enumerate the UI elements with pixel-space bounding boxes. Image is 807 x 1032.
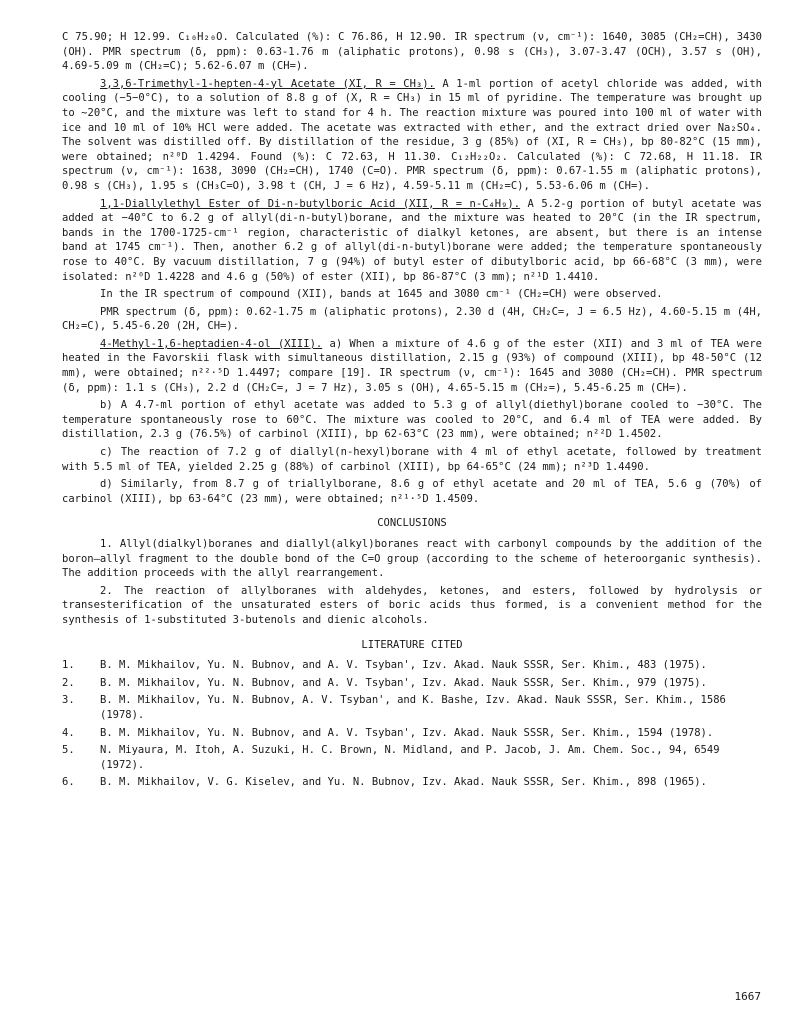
conclusion-item: 2. The reaction of allylboranes with aldehydes, ketones, and esters, followed by hydrolysis or transesterification of the unsaturated esters of boric acids thus formed, is a convenient method for the synthesis of 1-substituted 3-butenols and dienic alcohols.	[62, 584, 762, 626]
reference-number: 3.	[62, 694, 75, 707]
reference-item	[62, 726, 762, 741]
compound-xi-paragraph	[62, 77, 762, 194]
reference-item	[62, 693, 762, 722]
compound-xii-paragraph	[62, 197, 762, 285]
compound-xiii-title: 4-Methyl-1,6-heptadien-4-ol (XIII).	[100, 337, 323, 350]
reference-item	[62, 658, 762, 673]
page-number: 1667	[734, 990, 761, 1003]
compound-xiii-paragraph-c: c) The reaction of 7.2 g of diallyl(n-hexyl)borane with 4 ml of ethyl acetate, followed by treatment with 5.5 ml of TEA, yielded 2.25 g (88%) of carbinol (XIII), bp 64-65°C (24 mm); n²³D 1.4490.	[62, 446, 762, 473]
compound-xiii-paragraph-a	[62, 337, 762, 395]
reference-text: B. M. Mikhailov, Yu. N. Bubnov, A. V. Tsyban', and K. Bashe, Izv. Akad. Nauk SSSR, Ser. Khim., 1586 (1978).	[100, 694, 726, 721]
compound-xiii-text-a: a) When a mixture of 4.6 g of the ester (XII) and 3 ml of TEA were heated in the Favorskii flask with simultaneous distillation, 2.15 g (93%) of compound (XIII), bp 48-50°C (12 mm), were obtained; n²²·⁵D 1.4497; compare [19]. IR spectrum (ν, cm⁻¹): 1645 and 3080 (CH₂=CH). PMR spectrum (δ, ppm): 1.1 s (CH₃), 2.2 d (CH₂C=, J = 7 Hz), 3.05 s (OH), 4.65-5.15 m (CH₂=), 5.45-6.25 m (CH=).	[62, 337, 762, 394]
intro-paragraph: C 75.90; H 12.99. C₁₀H₂₀O. Calculated (%): C 76.86, H 12.90. IR spectrum (ν, cm⁻¹): 1640, 3085 (CH₂=CH), 3430 (OH). PMR spectrum (δ, ppm): 0.63-1.76 m (aliphatic protons), 0.98 s (CH₃), 3.07-3.47 (OCH), 3.57 s (OH), 4.69-5.09 m (CH₂=C); 5.62-6.07 m (CH=).	[62, 31, 762, 73]
reference-number: 6.	[62, 776, 75, 789]
compound-xii-text: A 5.2-g portion of butyl acetate was added at −40°C to 6.2 g of allyl(di-n-butyl)borane, and the mixture was heated to 20°C (in the IR spectrum, bands in the 1700-1725-cm⁻¹ region, characteristic of dialkyl ketones, are absent, but there is an intense band at 1745 cm⁻¹). Then, another 6.2 g of allyl(di-n-butyl)borane were added; the temperature spontaneously rose to 40°C. By vacuum distillation, 7 g (94%) of butyl ester of dibutylboric acid, bp 66-68°C (3 mm), were isolated: n²⁰D 1.4228 and 4.6 g (50%) of ester (XII), bp 86-87°C (3 mm); n²¹D 1.4410.	[62, 197, 762, 283]
compound-xii-pmr: PMR spectrum (δ, ppm): 0.62-1.75 m (aliphatic protons), 2.30 d (4H, CH₂C=, J = 6.5 Hz), 4.60-5.15 m (4H, CH₂=C), 5.45-6.20 (2H, CH=).	[62, 305, 762, 333]
compound-xii-ir: In the IR spectrum of compound (XII), bands at 1645 and 3080 cm⁻¹ (CH₂=CH) were observed.	[100, 288, 663, 301]
reference-item	[62, 775, 762, 790]
compound-xi-text: A 1-ml portion of acetyl chloride was added, with cooling (−5−0°C), to a solution of 8.8 g of (X, R = CH₃) in 15 ml of pyridine. The temperature was brought up to ~20°C, and the mixture was left to stand for 4 h. The reaction mixture was poured into 100 ml of water with ice and 10 ml of 10% HCl were added. The acetate was extracted with ether, and the extract dried over Na₂SO₄. The solvent was distilled off. By distillation of the residue, 3 g (85%) of (XI, R = CH₃), bp 80-82°C (15 mm), were obtained; n²⁰D 1.4294. Found (%): C 72.63, H 11.30. C₁₂H₂₂O₂. Calculated (%): C 72.68, H 11.18. IR spectrum (ν, cm⁻¹): 1638, 3090 (CH₂=CH), 1740 (C=O). PMR spectrum (δ, ppm): 0.67-1.55 m (aliphatic protons), 0.98 s (CH₃), 1.95 s (CH₃C=O), 3.98 t (CH, J = 6 Hz), 4.59-5.11 m (CH₂=C), 5.53-6.06 m (CH=).	[62, 77, 762, 192]
reference-item	[62, 743, 762, 772]
page-body	[62, 30, 762, 793]
literature-heading: LITERATURE CITED	[361, 638, 463, 651]
compound-xii-title: 1,1-Diallylethyl Ester of Di-n-butylboric Acid (XII, R = n-C₄H₉).	[100, 197, 521, 210]
reference-number: 2.	[62, 676, 75, 689]
compound-xiii-paragraph-b: b) A 4.7-ml portion of ethyl acetate was added to 5.3 g of allyl(diethyl)borane cooled to −30°C. The temperature spontaneously rose to 60°C. The mixture was cooled to 20°C, and 6.4 ml of TEA were added. By distillation, 2.3 g (76.5%) of carbinol (XIII), bp 62-63°C (23 mm), were obtained; n²²D 1.4502.	[62, 399, 762, 441]
reference-text: B. M. Mikhailov, V. G. Kiselev, and Yu. N. Bubnov, Izv. Akad. Nauk SSSR, Ser. Khim., 898 (1965).	[100, 776, 707, 789]
reference-number: 5.	[62, 744, 75, 757]
reference-text: B. M. Mikhailov, Yu. N. Bubnov, and A. V. Tsyban', Izv. Akad. Nauk SSSR, Ser. Khim., 979 (1975).	[100, 676, 707, 689]
reference-list	[62, 658, 762, 790]
compound-xi-title: 3,3,6-Trimethyl-1-hepten-4-yl Acetate (XI, R = CH₃).	[100, 77, 435, 90]
reference-number: 4.	[62, 726, 75, 739]
compound-xiii-paragraph-d: d) Similarly, from 8.7 g of triallylborane, 8.6 g of ethyl acetate and 20 ml of TEA, 5.6 g (70%) of carbinol (XIII), bp 63-64°C (23 mm), were obtained; n²¹·⁵D 1.4509.	[62, 478, 762, 505]
reference-text: B. M. Mikhailov, Yu. N. Bubnov, and A. V. Tsyban', Izv. Akad. Nauk SSSR, Ser. Khim., 1594 (1978).	[100, 726, 714, 739]
reference-item	[62, 676, 762, 691]
reference-text: N. Miyaura, M. Itoh, A. Suzuki, H. C. Brown, N. Midland, and P. Jacob, J. Am. Chem. Soc., 94, 6549 (1972).	[100, 744, 720, 771]
reference-text: B. M. Mikhailov, Yu. N. Bubnov, and A. V. Tsyban', Izv. Akad. Nauk SSSR, Ser. Khim., 483 (1975).	[100, 659, 707, 672]
conclusion-item: 1. Allyl(dialkyl)boranes and diallyl(alkyl)boranes react with carbonyl compounds by the addition of the boron—allyl fragment to the double bond of the C=O group (according to the scheme of heteroorganic synthesis). The addition proceeds with the allyl rearrangement.	[62, 538, 762, 580]
conclusions-heading: CONCLUSIONS	[377, 517, 447, 530]
reference-number: 1.	[62, 659, 75, 672]
